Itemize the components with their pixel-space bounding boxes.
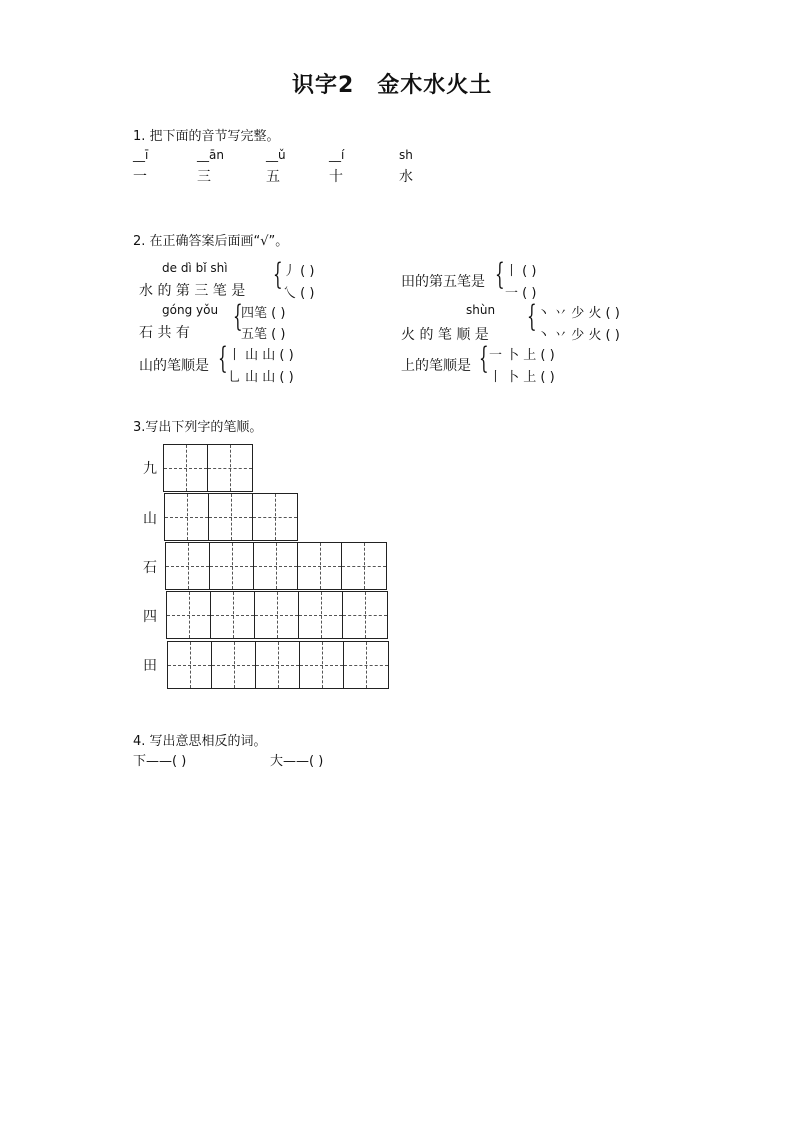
char-4: 十 xyxy=(329,169,343,185)
grid-cell[interactable] xyxy=(344,642,388,688)
q2b-pinyin: góng yǒu xyxy=(162,303,219,317)
question-3-heading: 3.写出下列字的笔顺。 xyxy=(133,420,263,435)
grid-cell[interactable] xyxy=(254,543,298,589)
q2f-option-2[interactable]: 丨 卜 上 ( ) xyxy=(489,370,555,385)
q2d-stem: 田的第五笔是 xyxy=(401,274,485,290)
char-2: 三 xyxy=(197,169,211,185)
grid-cell[interactable] xyxy=(210,543,254,589)
pinyin-1: __ī xyxy=(133,148,149,162)
q2e-brace: { xyxy=(527,299,537,334)
q2b-stem: 石 共 有 xyxy=(139,325,190,341)
q2c-brace: { xyxy=(218,341,228,376)
q2d-option-1[interactable]: 丨 ( ) xyxy=(505,264,537,279)
grid-cell[interactable] xyxy=(164,445,208,491)
pinyin-5: sh xyxy=(399,148,413,162)
grid-cell[interactable] xyxy=(298,543,342,589)
writing-grid-shan[interactable] xyxy=(164,493,298,541)
q2f-option-1[interactable]: 一 卜 上 ( ) xyxy=(489,348,555,363)
q2e-option-2[interactable]: 丶 丷 少 火 ( ) xyxy=(537,328,620,343)
char-3: 五 xyxy=(266,169,280,185)
q2f-stem: 上的笔顺是 xyxy=(401,358,471,374)
q2f-brace: { xyxy=(479,341,489,376)
q2b-option-2[interactable]: 五笔 ( ) xyxy=(241,327,286,342)
grid-label-jiu: 九 xyxy=(143,461,157,477)
q2a-pinyin: de dì bǐ shì xyxy=(162,261,228,275)
char-1: 一 xyxy=(133,169,147,185)
q2a-stem: 水 的 第 三 笔 是 xyxy=(139,283,246,299)
q2a-brace: { xyxy=(273,257,283,292)
grid-cell[interactable] xyxy=(211,592,255,638)
grid-cell[interactable] xyxy=(342,543,386,589)
q2a-option-2[interactable]: 乀 ( ) xyxy=(283,286,315,301)
grid-cell[interactable] xyxy=(212,642,256,688)
grid-cell[interactable] xyxy=(167,592,211,638)
grid-label-shan: 山 xyxy=(143,511,157,527)
grid-cell[interactable] xyxy=(208,445,252,491)
pinyin-3: __ǔ xyxy=(266,148,286,162)
char-5: 水 xyxy=(399,169,413,185)
grid-cell[interactable] xyxy=(209,494,253,540)
grid-label-si: 四 xyxy=(143,609,157,625)
page-title: 识字2 金木水火土 xyxy=(292,73,493,98)
question-4-heading: 4. 写出意思相反的词。 xyxy=(133,734,267,749)
grid-label-tian: 田 xyxy=(143,658,157,674)
q2b-option-1[interactable]: 四笔 ( ) xyxy=(241,306,286,321)
q2b-brace: { xyxy=(233,299,243,334)
writing-grid-jiu[interactable] xyxy=(163,444,253,492)
grid-cell[interactable] xyxy=(256,642,300,688)
q2e-pinyin: shùn xyxy=(466,303,496,317)
question-2-heading: 2. 在正确答案后面画“√”。 xyxy=(133,234,289,249)
q4-item-1[interactable]: 下——( ) xyxy=(133,754,187,769)
grid-cell[interactable] xyxy=(343,592,387,638)
question-1-heading: 1. 把下面的音节写完整。 xyxy=(133,129,280,144)
q2e-option-1[interactable]: 丶 丷 少 火 ( ) xyxy=(537,306,620,321)
q2c-stem: 山的笔顺是 xyxy=(139,358,209,374)
q4-item-2[interactable]: 大——( ) xyxy=(270,754,324,769)
grid-cell[interactable] xyxy=(166,543,210,589)
q2d-brace: { xyxy=(495,257,505,292)
grid-cell[interactable] xyxy=(299,592,343,638)
writing-grid-tian[interactable] xyxy=(167,641,389,689)
grid-cell[interactable] xyxy=(168,642,212,688)
writing-grid-si[interactable] xyxy=(166,591,388,639)
grid-cell[interactable] xyxy=(253,494,297,540)
grid-cell[interactable] xyxy=(300,642,344,688)
grid-label-shi: 石 xyxy=(143,560,157,576)
grid-cell[interactable] xyxy=(165,494,209,540)
q2a-option-1[interactable]: 丿 ( ) xyxy=(283,264,315,279)
q2e-stem: 火 的 笔 顺 是 xyxy=(401,327,489,343)
q2c-option-2[interactable]: 乚 山 山 ( ) xyxy=(228,370,294,385)
q2c-option-1[interactable]: 丨 山 山 ( ) xyxy=(228,348,294,363)
pinyin-4: __í xyxy=(329,148,345,162)
pinyin-2: __ān xyxy=(197,148,224,162)
grid-cell[interactable] xyxy=(255,592,299,638)
writing-grid-shi[interactable] xyxy=(165,542,387,590)
q2d-option-2[interactable]: 一 ( ) xyxy=(505,286,537,301)
